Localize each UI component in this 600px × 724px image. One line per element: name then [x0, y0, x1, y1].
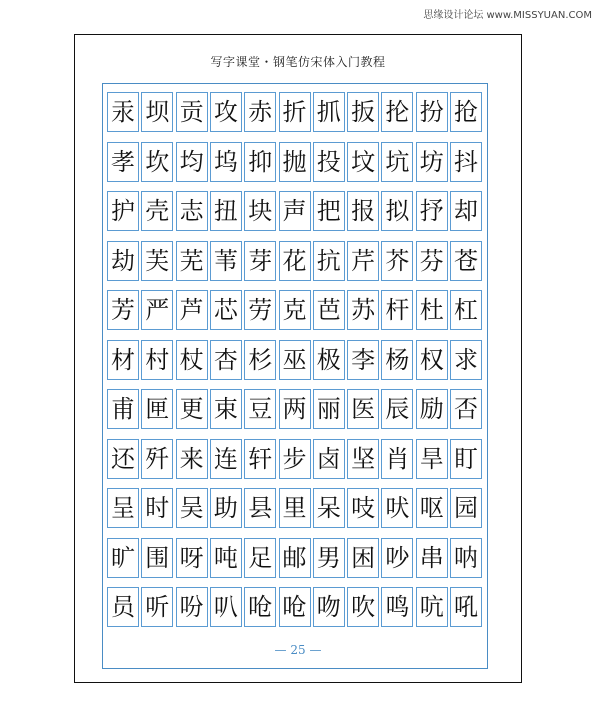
- character-cell: 赤: [244, 92, 276, 132]
- character-cell: 坚: [347, 439, 379, 479]
- grid-row: [107, 191, 482, 231]
- character-cell: 坎: [141, 142, 173, 182]
- character-cell: 抢: [450, 92, 482, 132]
- character-cell: 克: [279, 290, 311, 330]
- character-cell: 员: [107, 587, 139, 627]
- character-cell: 极: [313, 340, 345, 380]
- character-cell: 杉: [244, 340, 276, 380]
- grid-row: [107, 340, 482, 380]
- character-cell: 芯: [210, 290, 242, 330]
- character-cell: 花: [279, 241, 311, 281]
- character-cell: 护: [107, 191, 139, 231]
- character-cell: 吻: [313, 587, 345, 627]
- character-cell: 束: [210, 389, 242, 429]
- grid-row: [107, 241, 482, 281]
- character-cell: 丽: [313, 389, 345, 429]
- character-cell: 轩: [244, 439, 276, 479]
- character-cell: 抡: [381, 92, 413, 132]
- character-cell: 围: [141, 538, 173, 578]
- character-cell: 还: [107, 439, 139, 479]
- character-cell: 盯: [450, 439, 482, 479]
- character-cell: 坑: [381, 142, 413, 182]
- character-cell: 匣: [141, 389, 173, 429]
- character-cell: 壳: [141, 191, 173, 231]
- grid-row: [107, 389, 482, 429]
- character-cell: 劫: [107, 241, 139, 281]
- character-cell: 杜: [416, 290, 448, 330]
- character-cell: 坝: [141, 92, 173, 132]
- character-cell: 听: [141, 587, 173, 627]
- character-cell: 芙: [141, 241, 173, 281]
- character-cell: 投: [313, 142, 345, 182]
- character-cell: 呛: [279, 587, 311, 627]
- character-cell: 时: [141, 488, 173, 528]
- character-cell: 权: [416, 340, 448, 380]
- character-cell: 芹: [347, 241, 379, 281]
- character-cell: 鸣: [381, 587, 413, 627]
- character-cell: 呀: [176, 538, 208, 578]
- character-cell: 串: [416, 538, 448, 578]
- character-cell: 医: [347, 389, 379, 429]
- character-cell: 块: [244, 191, 276, 231]
- character-cell: 坟: [347, 142, 379, 182]
- character-cell: 芭: [313, 290, 345, 330]
- character-cell: 芳: [107, 290, 139, 330]
- character-cell: 劳: [244, 290, 276, 330]
- character-cell: 更: [176, 389, 208, 429]
- character-cell: 抒: [416, 191, 448, 231]
- character-cell: 把: [313, 191, 345, 231]
- character-cell: 扳: [347, 92, 379, 132]
- character-cell: 苏: [347, 290, 379, 330]
- character-cell: 芦: [176, 290, 208, 330]
- grid-row: [107, 92, 482, 132]
- character-cell: 攻: [210, 92, 242, 132]
- character-cell: 吱: [347, 488, 379, 528]
- page-number: — 25 —: [274, 643, 322, 657]
- character-cell: 却: [450, 191, 482, 231]
- character-cell: 吴: [176, 488, 208, 528]
- character-cell: 声: [279, 191, 311, 231]
- workbook-page: [74, 34, 522, 683]
- character-cell: 扭: [210, 191, 242, 231]
- character-cell: 吩: [176, 587, 208, 627]
- character-cell: 坞: [210, 142, 242, 182]
- character-cell: 歼: [141, 439, 173, 479]
- character-cell: 困: [347, 538, 379, 578]
- character-cell: 孝: [107, 142, 139, 182]
- character-cell: 汞: [107, 92, 139, 132]
- character-cell: 苇: [210, 241, 242, 281]
- character-cell: 拟: [381, 191, 413, 231]
- character-cell: 杠: [450, 290, 482, 330]
- character-cell: 邮: [279, 538, 311, 578]
- character-cell: 杆: [381, 290, 413, 330]
- character-cell: 抛: [279, 142, 311, 182]
- grid-row: [107, 439, 482, 479]
- character-cell: 芽: [244, 241, 276, 281]
- character-cell: 均: [176, 142, 208, 182]
- character-cell: 杨: [381, 340, 413, 380]
- character-cell: 苍: [450, 241, 482, 281]
- character-cell: 男: [313, 538, 345, 578]
- character-cell: 吠: [381, 488, 413, 528]
- grid-row: [107, 538, 482, 578]
- character-cell: 材: [107, 340, 139, 380]
- character-cell: 巫: [279, 340, 311, 380]
- character-cell: 严: [141, 290, 173, 330]
- character-cell: 呐: [450, 538, 482, 578]
- character-cell: 呛: [244, 587, 276, 627]
- grid-row: [107, 488, 482, 528]
- site-watermark: 思缘设计论坛 www.MISSYUAN.COM: [423, 10, 592, 21]
- character-cell: 坊: [416, 142, 448, 182]
- character-cell: 求: [450, 340, 482, 380]
- character-cell: 抗: [313, 241, 345, 281]
- character-cell: 呆: [313, 488, 345, 528]
- character-cell: 报: [347, 191, 379, 231]
- character-cell: 励: [416, 389, 448, 429]
- character-cell: 园: [450, 488, 482, 528]
- character-cell: 呈: [107, 488, 139, 528]
- character-cell: 志: [176, 191, 208, 231]
- character-cell: 来: [176, 439, 208, 479]
- grid-row: [107, 142, 482, 182]
- character-cell: 抓: [313, 92, 345, 132]
- grid-row: [107, 587, 482, 627]
- character-cell: 折: [279, 92, 311, 132]
- character-cell: 两: [279, 389, 311, 429]
- character-cell: 县: [244, 488, 276, 528]
- character-cell: 足: [244, 538, 276, 578]
- character-cell: 抖: [450, 142, 482, 182]
- character-cell: 里: [279, 488, 311, 528]
- character-cell: 吼: [450, 587, 482, 627]
- character-cell: 吭: [416, 587, 448, 627]
- character-cell: 步: [279, 439, 311, 479]
- character-cell: 甫: [107, 389, 139, 429]
- character-cell: 卤: [313, 439, 345, 479]
- character-cell: 芬: [416, 241, 448, 281]
- character-cell: 连: [210, 439, 242, 479]
- character-cell: 贡: [176, 92, 208, 132]
- character-cell: 呕: [416, 488, 448, 528]
- character-cell: 旷: [107, 538, 139, 578]
- character-cell: 助: [210, 488, 242, 528]
- character-cell: 肖: [381, 439, 413, 479]
- character-cell: 芥: [381, 241, 413, 281]
- character-cell: 否: [450, 389, 482, 429]
- character-cell: 吵: [381, 538, 413, 578]
- character-cell: 扮: [416, 92, 448, 132]
- character-cell: 旱: [416, 439, 448, 479]
- character-cell: 李: [347, 340, 379, 380]
- character-cell: 抑: [244, 142, 276, 182]
- character-cell: 芜: [176, 241, 208, 281]
- character-grid: [102, 83, 488, 669]
- character-cell: 村: [141, 340, 173, 380]
- page-title: 写字课堂・钢笔仿宋体入门教程: [210, 55, 386, 69]
- character-cell: 豆: [244, 389, 276, 429]
- character-cell: 吨: [210, 538, 242, 578]
- character-cell: 杖: [176, 340, 208, 380]
- grid-row: [107, 290, 482, 330]
- character-cell: 叭: [210, 587, 242, 627]
- character-cell: 杏: [210, 340, 242, 380]
- character-cell: 吹: [347, 587, 379, 627]
- character-cell: 辰: [381, 389, 413, 429]
